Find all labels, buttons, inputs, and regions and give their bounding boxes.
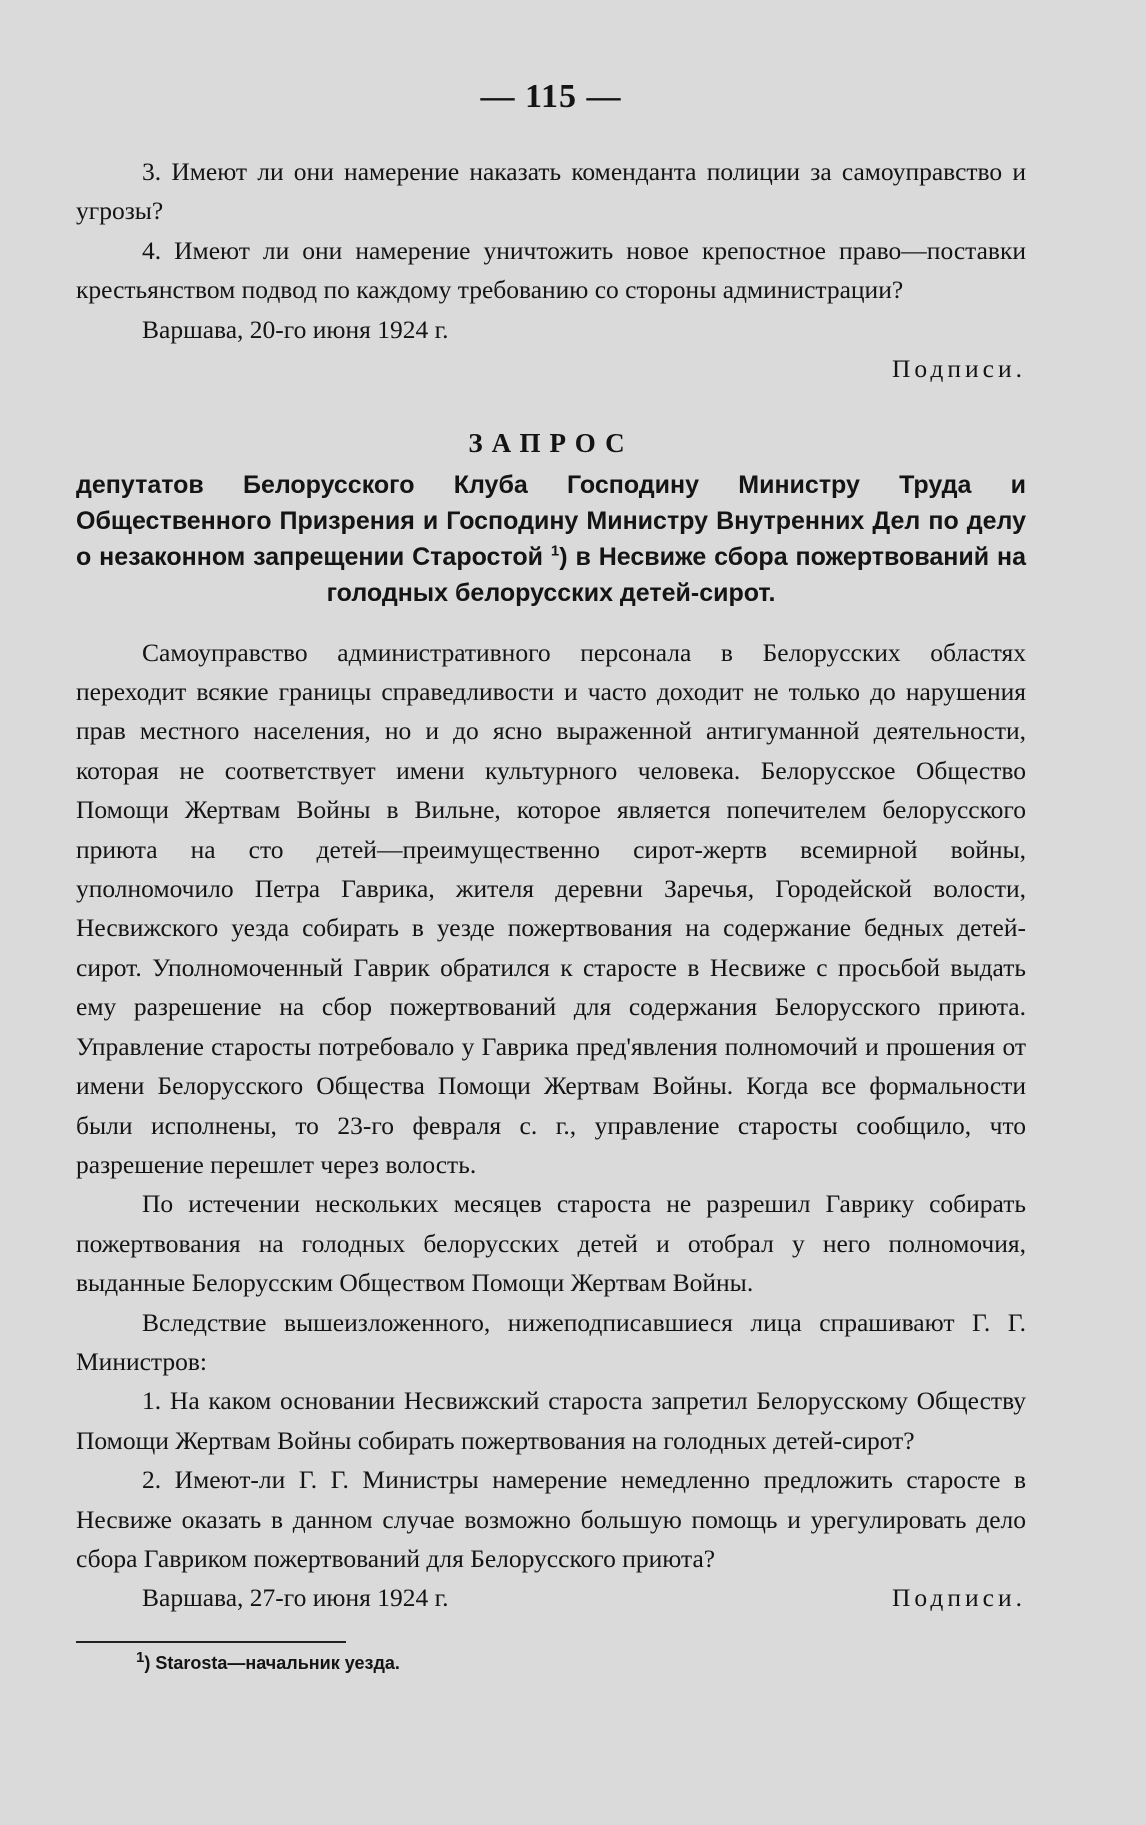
heading-text: депутатов Белорусского Клуба Господину Министру Труда и Общественного Призрения и Господину Министру Внутренних Дел по делу о незаконном запрещении Старостой [76,470,1026,571]
signatures-1: Подписи. [891,353,1026,383]
place-date-2: Варшава, 27-го июня 1924 г. [142,1583,449,1613]
body-paragraph: Вследствие вышеизложенного, нижеподписавшиеся лица спрашивают Г. Г. Министров: [76,1307,1026,1376]
heading-text-end: ) в Несвиже сбора пожертвований на голодных белорусских детей-сирот. [326,542,1026,607]
page-number: — 115 — [480,78,622,115]
question-2: 2. Имеют-ли Г. Г. Министры намерение немедленно предложить старосте в Несвиже оказать в данном случае возможно большую помощь и урегулировать дело сбора Гавриком пожертвований для Белорусского приюта? [76,1465,1026,1573]
body-paragraph: По истечении нескольких месяцев староста не разрешил Гаврику собирать пожертвования на голодных белорусских детей и отобрал у него полномочия, выданные Белорусским Обществом Помощи Жертвам Войны. [76,1189,1026,1298]
footnote-mark: 1 [136,1649,145,1667]
signoff-1 [76,310,1026,349]
signoff-2 [76,1578,1026,1617]
question-4: 4. Имеют ли они намерение уничтожить новое крепостное право—поставки крестьянством подвод по каждому требованию со стороны администрации? [76,235,1026,305]
footnote-divider [76,1641,346,1643]
footnote [76,1649,1026,1674]
footnote-text: ) Starosta—начальник уезда. [144,1653,400,1674]
place-date-1: Варшава, 20-го июня 1924 г. [142,314,449,344]
signoff-1-signatures [76,349,1026,388]
document-heading [76,467,1026,611]
signatures-2: Подписи. [891,1583,1026,1613]
footnote-ref: 1 [550,542,560,560]
document-title: ЗАПРОС [468,427,634,458]
question-3: 3. Имеют ли они намерение наказать коменданта полиции за самоуправство и угрозы? [76,157,1026,226]
question-1: 1. На каком основании Несвижский староста запретил Белорусскому Обществу Помощи Жертвам Войны собирать пожертвования на голодных детей-сирот? [76,1386,1026,1455]
body-paragraph: Самоуправство административного персонала в Белорусских областях переходит всякие границы справедливости и часто доходит не только до нарушения прав местного населения, но и до ясно выраженной антигуманной деятельности, которая не соответствует имени культурного человека. Белорусское Общество Помощи Жертвам Войны в Вильне, которое является попечителем белорусского приюта на сто детей—преимущественно сирот-жертв всемирной войны, уполномочило Петра Гаврика, жителя деревни Заречья, Городейской волости, Несвижского уезда собирать в уезде пожертвования на содержание бедных детей-сирот. Уполномоченный Гаврик обратился к старосте в Несвиже с просьбой выдать ему разрешение на сбор пожертвований для содержания Белорусского приюта. Управление старосты потребовало у Гаврика пред'явления полномочий и прошения от имени Белорусского Общества Помощи Жертвам Войны. Когда все формальности были исполнены, то 23-го февраля с. г., управление старосты сообщило, что разрешение перешлет через волость. [76,637,1026,1179]
